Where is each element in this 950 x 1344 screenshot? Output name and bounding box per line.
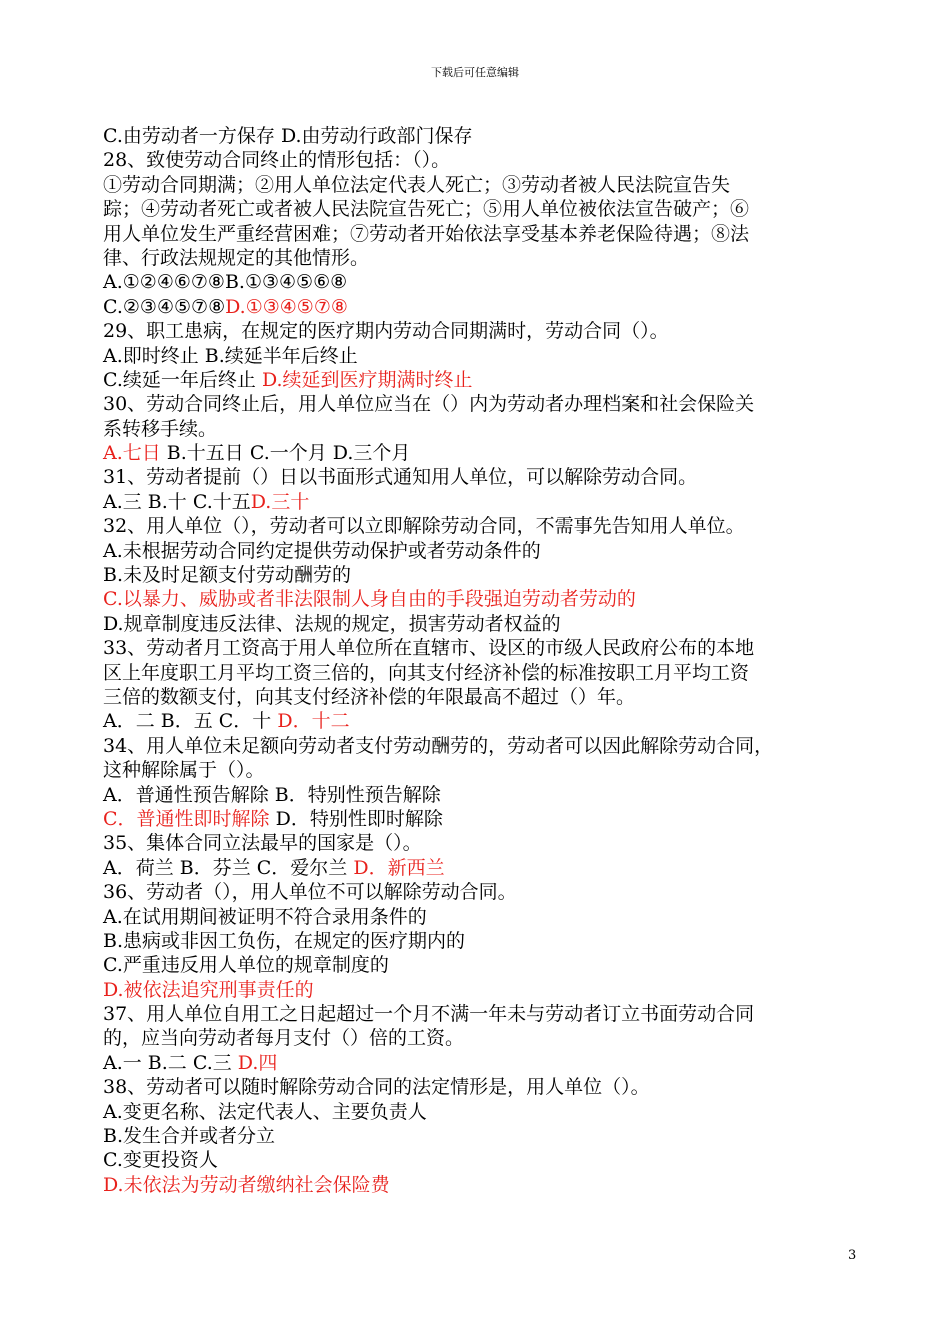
line-text: A．荷兰 B．芬兰 C．爱尔兰 (103, 856, 354, 879)
answer-text: D．十二 (277, 710, 350, 733)
line-text: A.未根据劳动合同约定提供劳动保护或者劳动条件的 (103, 539, 541, 562)
text-line (103, 661, 873, 685)
line-text: 38、劳动者可以随时解除劳动合同的法定情形是，用人单位（）。 (103, 1076, 650, 1099)
line-text: ①劳动合同期满；②用人单位法定代表人死亡；③劳动者被人民法院宣告失 (103, 173, 731, 196)
text-line (103, 734, 873, 758)
text-line (103, 539, 873, 563)
line-text: 30、劳动合同终止后，用人单位应当在（）内为劳动者办理档案和社会保险关 (103, 393, 755, 416)
text-line (103, 246, 873, 270)
line-text: B.十五日 C.一个月 D.三个月 (160, 442, 411, 465)
text-line (103, 856, 873, 880)
text-line (103, 344, 873, 368)
line-text: 三倍的数额支付，向其支付经济补偿的年限最高不超过（）年。 (103, 685, 636, 708)
page-number: 3 (848, 1248, 857, 1263)
text-line (103, 514, 873, 538)
text-line (103, 1148, 873, 1172)
line-text: A．普通性预告解除 B．特别性预告解除 (103, 783, 441, 806)
text-line (103, 587, 873, 611)
text-line (103, 319, 873, 343)
text-line (103, 1026, 873, 1050)
text-line (103, 441, 873, 465)
line-text: 37、用人单位自用工之日起超过一个月不满一年未与劳动者订立书面劳动合同 (103, 1003, 755, 1026)
line-text: A.变更名称、法定代表人、主要负责人 (103, 1100, 427, 1123)
text-line (103, 148, 873, 172)
line-text: B.未及时足额支付劳动酬劳的 (103, 564, 352, 587)
text-line (103, 124, 873, 148)
line-text: 28、致使劳动合同终止的情形包括：（）。 (103, 149, 451, 172)
line-text: C.②③④⑤⑦⑧ (103, 295, 226, 318)
line-text: C.续延一年后终止 (103, 368, 262, 391)
answer-text: D.四 (237, 1051, 278, 1074)
text-line (103, 173, 873, 197)
text-line (103, 636, 873, 660)
text-line (103, 222, 873, 246)
line-text: 34、用人单位未足额向劳动者支付劳动酬劳的，劳动者可以因此解除劳动合同， (103, 734, 774, 757)
text-line (103, 197, 873, 221)
line-text: 这种解除属于（）。 (103, 759, 265, 782)
text-line (103, 783, 873, 807)
line-text: A．二 B．五 C．十 (103, 710, 278, 733)
text-line (103, 831, 873, 855)
line-text: 32、用人单位（），劳动者可以立即解除劳动合同，不需事先告知用人单位。 (103, 515, 745, 538)
text-line (103, 880, 873, 904)
text-line (103, 1002, 873, 1026)
text-line (103, 929, 873, 953)
text-line (103, 709, 873, 733)
text-line (103, 295, 873, 319)
line-text: 33、劳动者月工资高于用人单位所在直辖市、设区的市级人民政府公布的本地 (103, 637, 755, 660)
text-line (103, 270, 873, 294)
answer-text: D.续延到医疗期满时终止 (261, 368, 473, 391)
text-line (103, 465, 873, 489)
text-line (103, 563, 873, 587)
line-text: A.即时终止 B.续延半年后终止 (103, 344, 358, 367)
answer-text: D.三十 (250, 490, 310, 513)
line-text: A.①②④⑥⑦⑧B.①③④⑤⑥⑧ (103, 271, 348, 294)
text-line (103, 490, 873, 514)
document-body (103, 124, 873, 1197)
answer-text: C.以暴力、威胁或者非法限制人身自由的手段强迫劳动者劳动的 (103, 588, 636, 611)
text-line (103, 1124, 873, 1148)
line-text: B.发生合并或者分立 (103, 1125, 276, 1148)
text-line (103, 1051, 873, 1075)
text-line (103, 978, 873, 1002)
line-text: A.在试用期间被证明不符合录用条件的 (103, 905, 427, 928)
line-text: 踪；④劳动者死亡或者被人民法院宣告死亡；⑤用人单位被依法宣告破产；⑥ (103, 198, 750, 221)
line-text: A.一 B.二 C.三 (103, 1051, 238, 1074)
text-line (103, 1075, 873, 1099)
text-line (103, 685, 873, 709)
page-header: 下载后可任意编辑 (431, 66, 519, 79)
line-text: D．特别性即时解除 (269, 807, 443, 830)
line-text: 35、集体合同立法最早的国家是（）。 (103, 832, 422, 855)
line-text: 36、劳动者（），用人单位不可以解除劳动合同。 (103, 881, 517, 904)
line-text: 系转移手续。 (103, 417, 218, 440)
line-text: C.变更投资人 (103, 1149, 218, 1172)
text-line (103, 612, 873, 636)
line-text: 律、行政法规规定的其他情形。 (103, 246, 370, 269)
text-line (103, 1173, 873, 1197)
text-line (103, 392, 873, 416)
line-text: D.规章制度违反法律、法规的规定，损害劳动者权益的 (103, 612, 561, 635)
answer-text: D.被依法追究刑事责任的 (103, 978, 314, 1001)
line-text: 29、职工患病，在规定的医疗期内劳动合同期满时，劳动合同（）。 (103, 320, 669, 343)
line-text: C.由劳动者一方保存 D.由劳动行政部门保存 (103, 125, 473, 147)
text-line (103, 905, 873, 929)
line-text: 31、劳动者提前（）日以书面形式通知用人单位，可以解除劳动合同。 (103, 466, 698, 489)
text-line (103, 758, 873, 782)
text-line (103, 807, 873, 831)
text-line (103, 953, 873, 977)
text-line (103, 1100, 873, 1124)
answer-text: D.①③④⑤⑦⑧ (225, 295, 348, 318)
text-line (103, 368, 873, 392)
answer-text: A.七日 (103, 442, 161, 465)
line-text: B.患病或非因工负伤，在规定的医疗期内的 (103, 929, 466, 952)
line-text: 用人单位发生严重经营困难；⑦劳动者开始依法享受基本养老保险待遇；⑧法 (103, 222, 750, 245)
answer-text: C．普通性即时解除 (103, 807, 270, 830)
line-text: A.三 B.十 C.十五 (103, 490, 251, 513)
text-line (103, 417, 873, 441)
line-text: 的，应当向劳动者每月支付（）倍的工资。 (103, 1027, 465, 1050)
answer-text: D．新西兰 (353, 856, 445, 879)
line-text: 区上年度职工月平均工资三倍的，向其支付经济补偿的标准按职工月平均工资 (103, 661, 750, 684)
answer-text: D.未依法为劳动者缴纳社会保险费 (103, 1173, 390, 1196)
line-text: C.严重违反用人单位的规章制度的 (103, 954, 389, 977)
